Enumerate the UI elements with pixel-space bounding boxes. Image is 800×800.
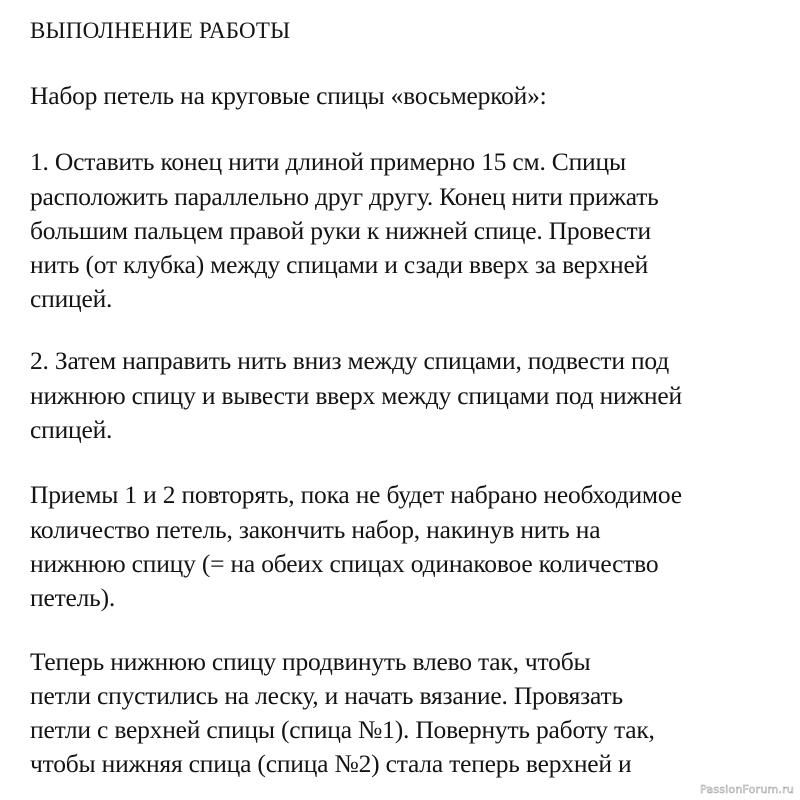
text-line: нижнюю спицу и вывести вверх между спицами под нижней [30, 381, 682, 410]
text-line: чтобы нижняя спица (спица №2) стала теперь верхней и [30, 749, 632, 778]
text-line: расположить параллельно друг другу. Конец нити прижать [30, 182, 659, 211]
text-line: петли спустились на леску, и начать вязание. Провязать [30, 681, 623, 710]
text-line: нить (от клубка) между спицами и сзади вверх за верхней [30, 250, 649, 279]
text-line: 1. Оставить конец нити длиной примерно 15 см. Спицы [30, 147, 626, 176]
text-line: петли с верхней спицы (спица №1). Повернуть работу так, [30, 715, 655, 744]
subheading: Набор петель на круговые спицы «восьмеркой»: [30, 81, 547, 110]
text-line: петель). [30, 583, 116, 612]
text-line: большим пальцем правой руки к нижней спице. Провести [30, 216, 651, 245]
text-line: количество петель, закончить набор, накинув нить на [30, 515, 601, 544]
section-heading: ВЫПОЛНЕНИЕ РАБОТЫ [30, 18, 291, 43]
text-line: 2. Затем направить нить вниз между спицами, подвести под [30, 346, 669, 375]
text-line: спицей. [30, 284, 113, 313]
text-line: Приемы 1 и 2 повторять, пока не будет набрано необходимое [30, 480, 682, 509]
text-line: Теперь нижнюю спицу продвинуть влево так, чтобы [30, 647, 591, 676]
text-line: нижнюю спицу (= на обеих спицах одинаковое количество [30, 549, 659, 578]
watermark: PassionForum.ru [700, 783, 794, 796]
text-line: спицей. [30, 415, 113, 444]
